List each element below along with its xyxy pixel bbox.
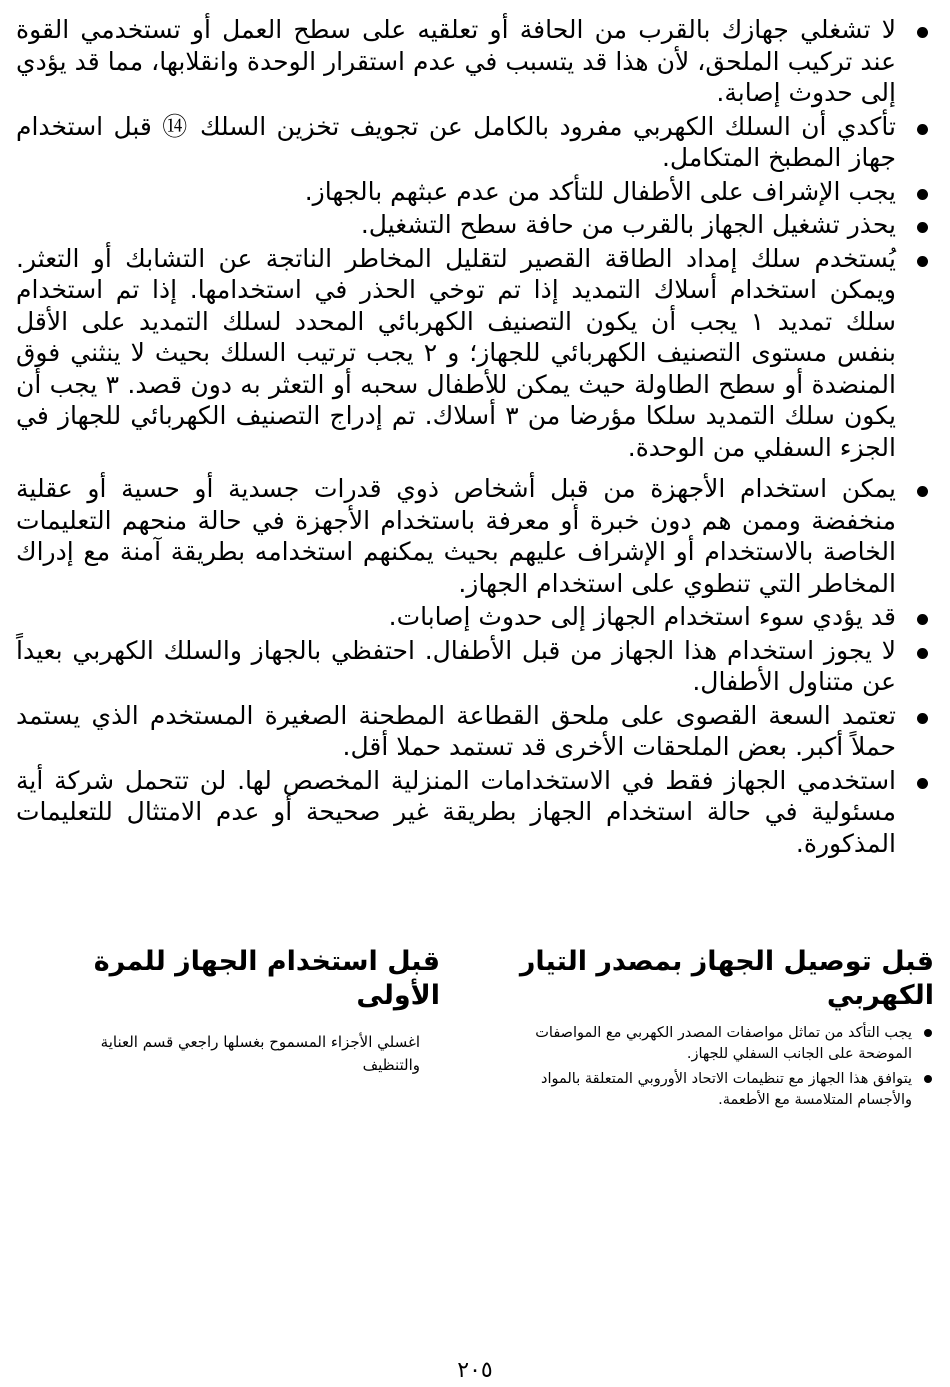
warning-item: [16, 111, 932, 174]
warning-text: قد يؤدي سوء استخدام الجهاز إلى حدوث إصابات.: [388, 602, 896, 631]
warning-item: [16, 209, 932, 241]
before-first-use-section: [40, 945, 440, 1077]
list-item: [514, 1069, 934, 1111]
warning-text: استخدمي الجهاز فقط في الاستخدامات المنزلية المخصص لها. لن تتحمل شركة أية مسئولية في حالة استخدام الجهاز بطريقة غير صحيحة أو عدم الامتثال للتعليمات المذكورة.: [16, 765, 896, 858]
bullet-icon: [924, 1029, 932, 1037]
warning-item: [16, 473, 932, 599]
warning-text: يُستخدم سلك إمداد الطاقة القصير لتقليل المخاطر الناتجة عن التشابك أو التعثر. ويمكن استخدام أسلاك التمديد إذا تم توخي الحذر في استخدامها. إذا تم استخدام سلك تمديد ١ يجب أن يكون التصنيف الكهربائي المحدد لسلك التمديد على الأقل بنفس مستوى التصنيف الكهربائي للجهاز؛ و ٢ يجب ترتيب السلك بحيث لا ينثني فوق المنضدة أو سطح الطاولة حيث يمكن للأطفال سحبه أو التعثر به دون قصد. ٣ يجب أن يكون سلك التمديد سلكا مؤرضا من ٣ أسلاك. تم إدراج التصنيف الكهربائي للجهاز في الجزء السفلي من الوحدة.: [16, 243, 897, 462]
safety-warnings-list: [16, 14, 932, 861]
before-connecting-list: [514, 1023, 934, 1111]
before-first-use-text: اغسلي الأجزاء المسموح بغسلها راجعي قسم العناية والتنظيف: [100, 1033, 420, 1074]
item-text: يتوافق هذا الجهاز مع تنظيمات الاتحاد الأوروبي المتعلقة بالمواد والأجسام المتلامسة مع الأطعمة.: [541, 1071, 912, 1108]
warning-item: [16, 601, 932, 633]
bullet-icon: [917, 486, 928, 497]
page-number: ٢٠٥: [457, 1358, 493, 1383]
warning-text: لا تشغلي جهازك بالقرب من الحافة أو تعلقيه على سطح العمل أو تستخدمي القوة عند تركيب الملحق، لأن هذا قد يتسبب في عدم استقرار الوحدة وانقلابها، مما قد يؤدي إلى حدوث إصابة.: [16, 15, 896, 107]
bullet-icon: [917, 27, 928, 38]
warning-item: [16, 635, 932, 698]
warning-text: يجب الإشراف على الأطفال للتأكد من عدم عبثهم بالجهاز.: [304, 176, 896, 206]
bullet-icon: [917, 713, 928, 724]
bullet-icon: [917, 648, 928, 659]
before-first-use-heading: قبل استخدام الجهاز للمرة الأولى: [93, 946, 440, 1011]
before-connecting-section: [514, 945, 934, 1115]
warning-text: يحذر تشغيل الجهاز بالقرب من حافة سطح التشغيل.: [360, 210, 896, 239]
warning-item: [16, 176, 932, 208]
warning-text: يمكن استخدام الأجهزة من قبل أشخاص ذوي قدرات جسدية أو حسية أو عقلية منخفضة وممن هم دون خبرة أو معرفة باستخدام الأجهزة في حالة منحهم التعليمات الخاصة بالاستخدام أو الإشراف عليهم بحيث يمكنهم استخدامه بطريقة آمنة مع إدراك المخاطر التي تنطوي على استخدام الجهاز.: [16, 474, 896, 598]
warning-item: [16, 243, 932, 464]
warning-text: تأكدي أن السلك الكهربي مفرود بالكامل عن تجويف تخزين السلك ⑭ قبل استخدام جهاز المطبخ المتكامل.: [16, 111, 896, 172]
warning-text: لا يجوز استخدام هذا الجهاز من قبل الأطفال. احتفظي بالجهاز والسلك الكهربي بعيداً عن متناول الأطفال.: [16, 635, 896, 696]
warning-text: تعتمد السعة القصوى على ملحق القطاعة المطحنة الصغيرة المستخدم الذي يستمد حملاً أكبر. بعض الملحقات الأخرى قد تستمد حملا أقل.: [16, 700, 896, 761]
before-connecting-heading: قبل توصيل الجهاز بمصدر التيار الكهربي: [519, 946, 934, 1011]
warning-item: [16, 700, 932, 763]
warning-item: [16, 14, 932, 109]
bullet-icon: [917, 124, 928, 135]
bullet-icon: [917, 256, 928, 267]
bullet-icon: [917, 222, 928, 233]
list-item: [514, 1023, 934, 1065]
item-text: يجب التأكد من تماثل مواصفات المصدر الكهربي مع المواصفات الموضحة على الجانب السفلي للجهاز.: [535, 1025, 912, 1062]
bullet-icon: [917, 778, 928, 789]
warning-item: [16, 765, 932, 860]
bullet-icon: [924, 1075, 932, 1083]
bullet-icon: [917, 189, 928, 200]
bullet-icon: [917, 614, 928, 625]
